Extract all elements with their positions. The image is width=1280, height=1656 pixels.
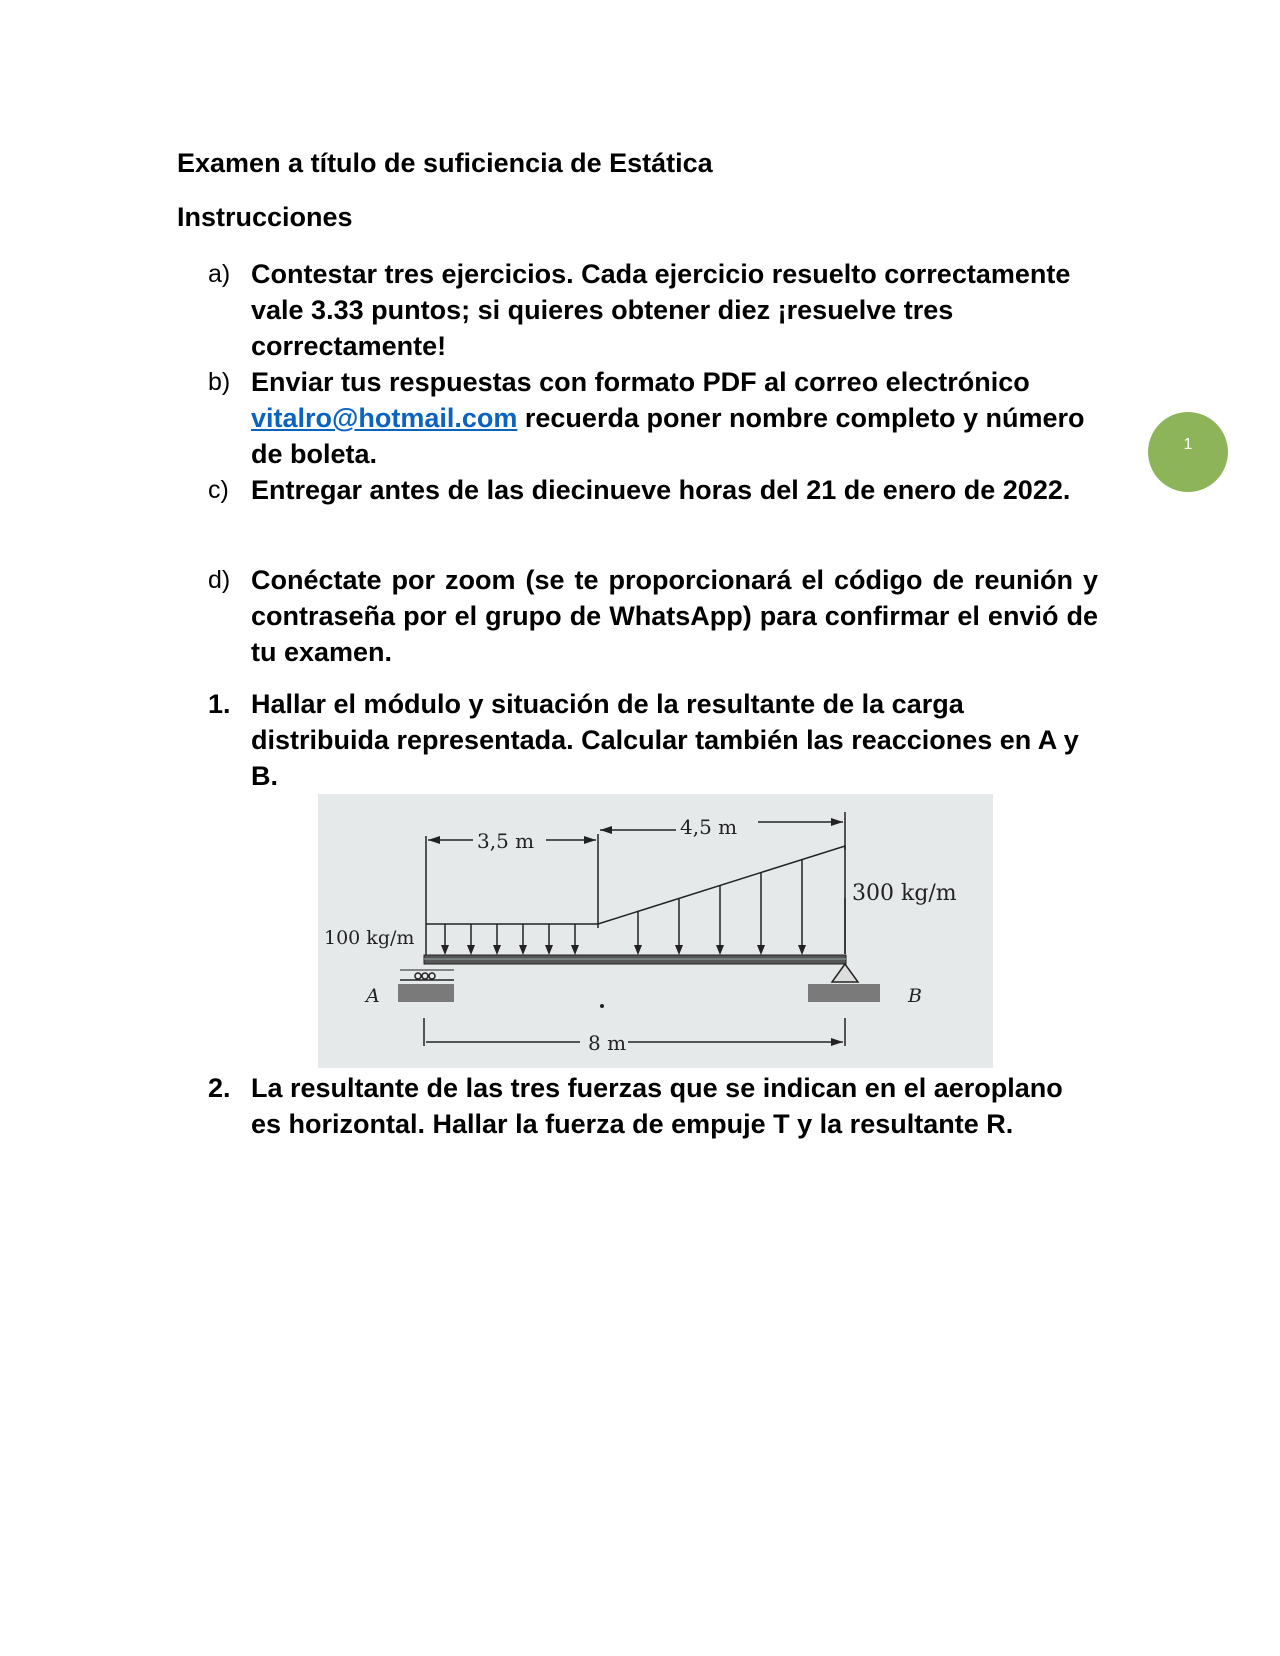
page-title: Examen a título de suficiencia de Estática xyxy=(177,148,713,178)
center-dot xyxy=(600,1004,604,1008)
list-marker: d) xyxy=(208,566,231,594)
problem-item-1 xyxy=(208,686,1098,794)
instruction-text: Conéctate por zoom (se te proporcionará el código de reunión y contraseña por el grupo de WhatsApp) para confirmar el envió de tu examen. xyxy=(251,565,1098,667)
support-b-label: B xyxy=(908,985,922,1007)
problem-text: Hallar el módulo y situación de la resultante de la carga distribuida representada. Calcular también las reacciones en A y B. xyxy=(251,689,1079,791)
beam-diagram-svg xyxy=(318,794,993,1068)
instruction-text: Contestar tres ejercicios. Cada ejercicio resuelto correctamente vale 3.33 puntos; si quieres obtener diez ¡resuelve tres correctamente! xyxy=(251,259,1071,361)
beam-load-diagram xyxy=(318,794,993,1068)
email-link[interactable]: vitalro@hotmail.com xyxy=(251,403,518,433)
support-b-pin xyxy=(808,964,880,1002)
arrowhead-icon xyxy=(428,836,440,844)
instruction-text: Entregar antes de las diecinueve horas del 21 de enero de 2022. xyxy=(251,475,1071,505)
problem-text: La resultante de las tres fuerzas que se indican en el aeroplano es horizontal. Hallar la fuerza de empuje T y la resultante R. xyxy=(251,1073,1063,1139)
arrowhead-icon xyxy=(584,836,596,844)
dim-total-label: 8 m xyxy=(588,1031,627,1055)
instruction-item-d xyxy=(208,562,1098,670)
load-arrows xyxy=(441,859,806,955)
problem-number: 1. xyxy=(208,689,231,719)
instruction-text-after: recuerda poner nombre completo y número de boleta. xyxy=(251,403,1085,469)
load-left-label: 100 kg/m xyxy=(324,927,415,949)
dim-second-segment-label: 4,5 m xyxy=(680,815,738,839)
load-right-label: 300 kg/m xyxy=(852,881,957,906)
instruction-text-before: Enviar tus respuestas con formato PDF al correo electrónico xyxy=(251,367,1030,397)
instruction-text xyxy=(251,364,1098,472)
list-marker: b) xyxy=(208,368,231,396)
problem-number: 2. xyxy=(208,1073,231,1103)
instruction-item-c xyxy=(208,472,1098,508)
instruction-item-b xyxy=(208,364,1098,472)
list-marker: c) xyxy=(208,476,229,504)
instructions-heading: Instrucciones xyxy=(177,202,353,232)
load-outline xyxy=(426,846,845,954)
arrowhead-icon xyxy=(600,826,612,834)
arrowhead-icon xyxy=(831,1038,843,1046)
instruction-item-a xyxy=(208,256,1098,364)
page-number-badge: 1 xyxy=(1148,412,1228,492)
support-a-roller xyxy=(398,970,454,1002)
dim-first-segment-label: 3,5 m xyxy=(477,829,535,853)
support-a-label: A xyxy=(366,985,380,1007)
problem-item-2 xyxy=(208,1070,1098,1142)
list-marker: a) xyxy=(208,260,231,288)
arrowhead-icon xyxy=(831,818,843,826)
